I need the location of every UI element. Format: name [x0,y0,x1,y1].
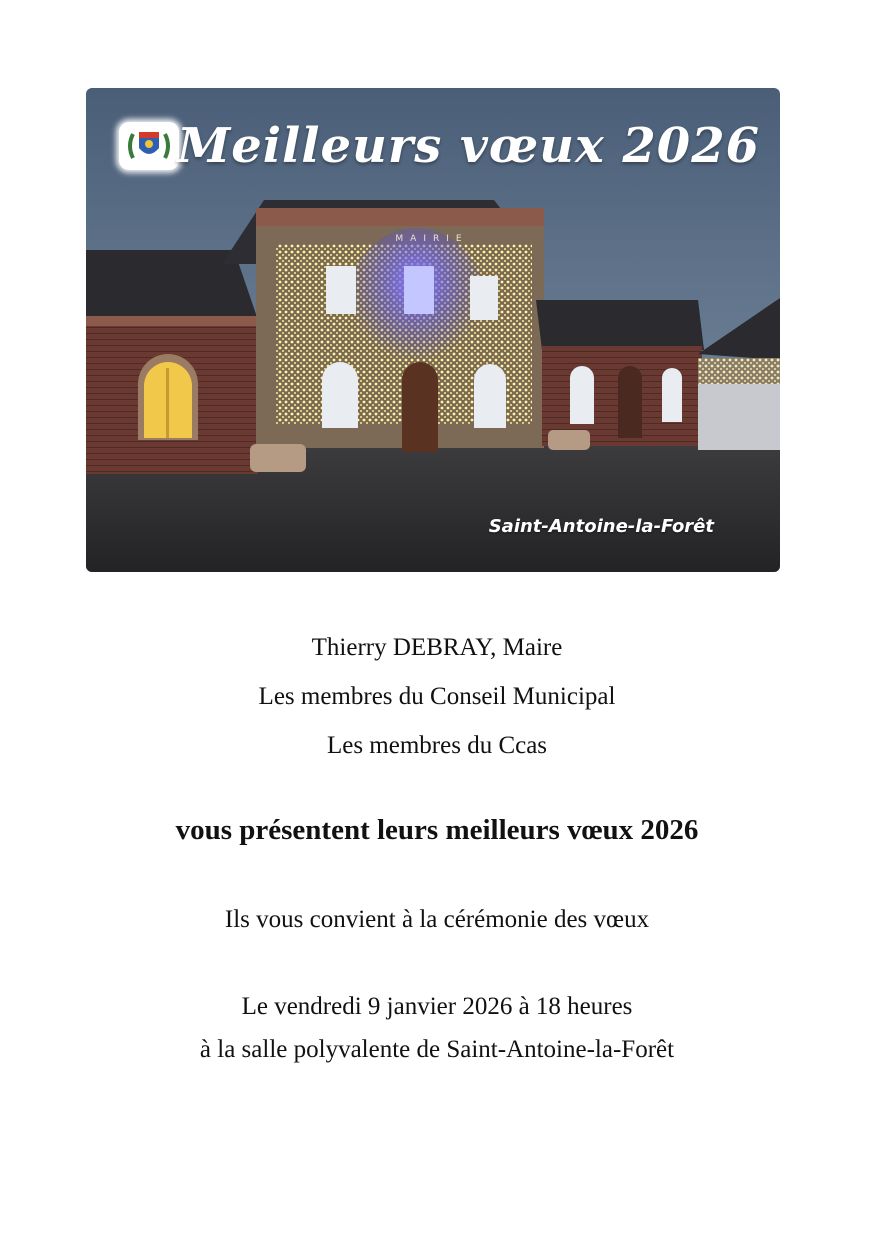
facade-sign: MAIRIE [395,234,469,244]
council-line: Les membres du Conseil Municipal [258,683,616,710]
photo-caption: Saint-Antoine-la-Forêt [488,516,714,537]
headline: vous présentent leurs meilleurs vœux 2026 [175,814,699,846]
venue-line: à la salle polyvalente de Saint-Antoine-la-Forêt [199,1036,675,1063]
greeting-photo [86,88,780,572]
mayor-line: Thierry DEBRAY, Maire [311,634,563,661]
photo-title: Meilleurs vœux 2026 [177,118,760,174]
date-line: Le vendredi 9 janvier 2026 à 18 heures [241,993,633,1020]
invitation-line: Ils vous convient à la cérémonie des vœux [224,906,650,933]
ccas-line: Les membres du Ccas [326,732,548,759]
